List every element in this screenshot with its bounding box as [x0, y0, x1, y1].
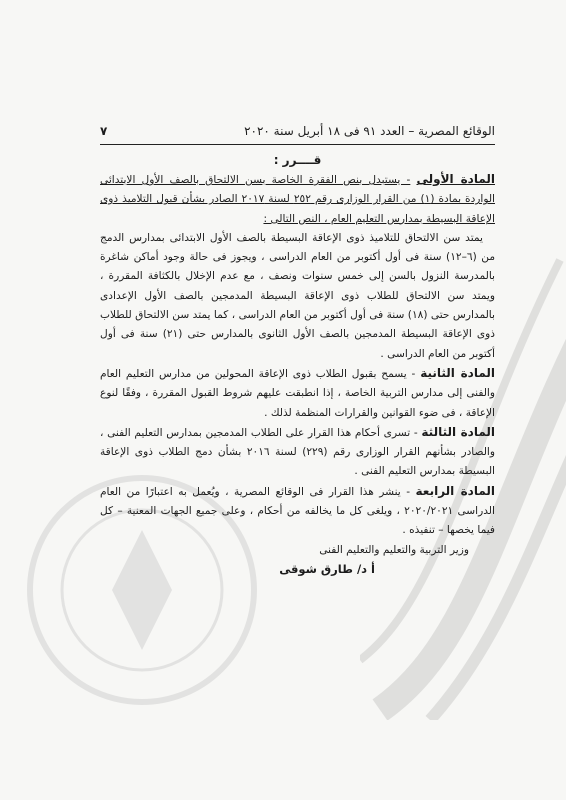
- article-1-title: المادة الأولى: [416, 172, 495, 186]
- document-body: [100, 150, 495, 579]
- signature-name: أ د/ طارق شوقى: [279, 561, 375, 576]
- page-header: [100, 122, 495, 144]
- article-4-text: - ينشر هذا القرار فى الوقائع المصرية ، ويُعمل به اعتبارًا من العام الدراسى ٢٠٢٠/٢٠٢١ ، ويلغى كل ما يخالفه من أحكام ، وعلى جميع الجهات المعنية – كل فيما يخصها – تنفيذه .: [100, 485, 495, 537]
- signature-role: وزير التربية والتعليم والتعليم الفنى: [319, 543, 469, 556]
- header-divider: [100, 144, 495, 145]
- article-1-intro: - يستبدل بنص الفقرة الخاصة بسن الالتحاق بالصف الأول الابتدائى الواردة بمادة (١) من القرار الوزارى رقم ٢٥٢ لسنة ٢٠١٧ الصادر بشأن قبول التلاميذ ذوى الإعاقة البسيطة بمدارس التعليم العام ، النص التالى :: [100, 174, 495, 225]
- article-3: [100, 423, 495, 482]
- article-2-title: المادة الثانية: [420, 365, 496, 380]
- decree-heading: قــــرر :: [273, 153, 322, 167]
- article-4: [100, 482, 495, 541]
- page-number: ٧: [100, 124, 108, 138]
- article-3-text: - تسرى أحكام هذا القرار على الطلاب المدمجين بمدارس التعليم الفنى ، والصادر بشأنهم القرار الوزارى رقم (٢٢٩) لسنة ٢٠١٦ بشأن دمج الطلاب ذوى الإعاقة البسيطة بمدارس التعليم الفنى .: [100, 426, 495, 478]
- article-2-text: - يسمح بقبول الطلاب ذوى الإعاقة المحولين من مدارس التعليم العام والفنى إلى مدارس التربية الخاصة ، إذا انطبقت عليهم شروط القبول المقررة ، وفقًا لنوع الإعاقة ، فى ضوء القوانين والقرارات المنظمة لذلك .: [100, 367, 495, 419]
- gazette-title: الوقائع المصرية – العدد ٩١ فى ١٨ أبريل سنة ٢٠٢٠: [244, 124, 495, 138]
- article-3-title: المادة الثالثة: [421, 424, 495, 439]
- article-2: [100, 364, 495, 423]
- article-4-title: المادة الرابعة: [415, 483, 495, 498]
- article-1-body: يمتد سن الالتحاق للتلاميذ ذوى الإعاقة البسيطة بالصف الأول الابتدائى بمدارس الدمج من (٦–١٢) سنة فى أول أكتوبر من العام الدراسى ، ويجوز فى حالة وجود أماكن شاغرة بالمدرسة النزول بالسن إلى خمس سنوات ونصف ، مع عدم الإخلال بالكثافة المقررة ، ويمتد سن الالتحاق للطلاب ذوى الإعاقة البسيطة المدمجين بالصف الأول الإعدادى بالمدارس حتى (١٨) سنة فى أول أكتوبر من العام الدراسى ، كما يمتد سن الالتحاق للطلاب ذوى الإعاقة البسيطة المدمجين بالصف الأول الثانوى بالمدارس حتى (٢١) سنة فى أول أكتوبر من العام الدراسى .: [100, 231, 495, 360]
- article-1: [100, 170, 495, 229]
